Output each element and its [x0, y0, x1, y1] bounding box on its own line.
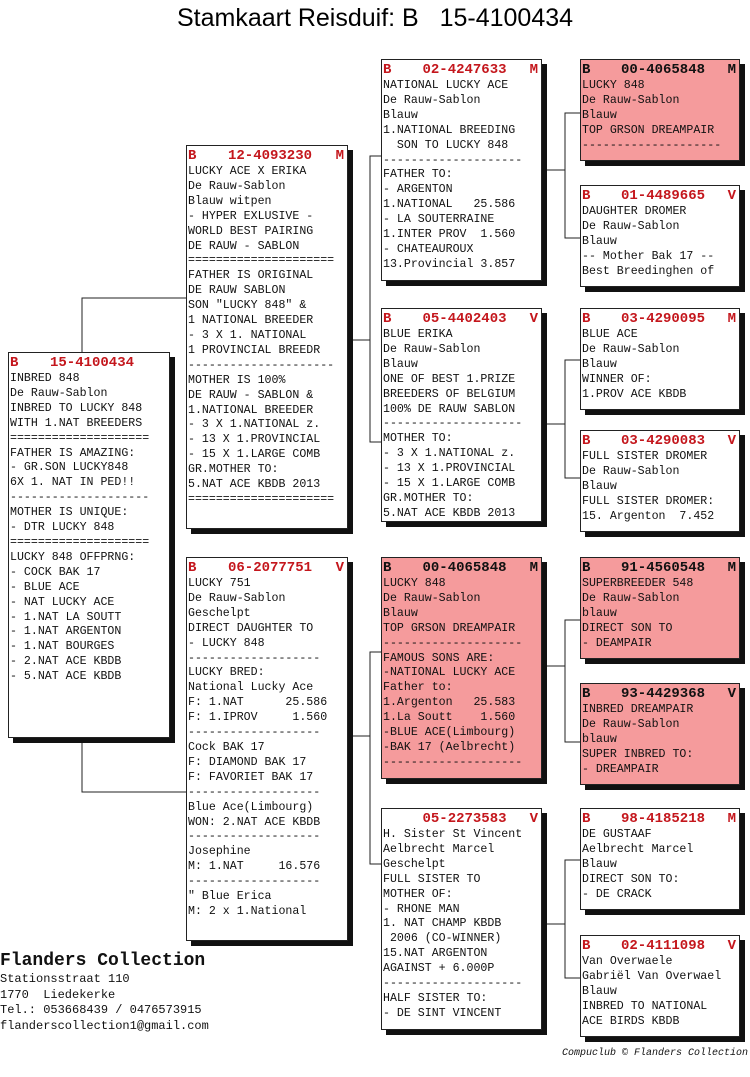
- card-line: Blauw: [383, 108, 418, 122]
- card-line: Gabriël Van Overwael: [582, 969, 722, 983]
- card-line: DIRECT SON TO:: [582, 872, 680, 886]
- card-line: FULL SISTER DROMER: [582, 450, 708, 463]
- card-line: - DE CRACK: [582, 887, 652, 901]
- card-line: - LUCKY 848: [188, 636, 265, 650]
- page-title: Stamkaart Reisduif: B 15-4100434: [176, 4, 574, 32]
- ring-number: 02-4247633: [422, 62, 507, 78]
- ring-number: 05-4402403: [422, 311, 507, 327]
- card-body: [582, 450, 739, 525]
- card-line: LUCKY 848 OFFPRNG:: [10, 550, 136, 564]
- card-line: -NATIONAL LUCKY ACE: [383, 666, 516, 680]
- pedigree-card-dsd: [580, 683, 740, 785]
- ring-number: 00-4065848: [422, 560, 507, 576]
- pedigree-card-dam: [186, 557, 348, 941]
- card-header: B 98-4185218 M: [582, 811, 736, 827]
- card-line: Blue Ace(Limbourg): [188, 800, 314, 814]
- card-line: De Rauw-Sablon: [188, 591, 286, 605]
- card-line: FATHER IS ORIGINAL: [188, 269, 314, 283]
- card-line: Geschelpt: [188, 606, 251, 620]
- ring-number: 02-4111098: [620, 938, 705, 954]
- card-line: DIRECT DAUGHTER TO: [188, 621, 314, 635]
- card-line: - HYPER EXLUSIVE -: [188, 209, 314, 223]
- pedigree-card-ssd: [580, 185, 740, 287]
- card-line: - DEAMPAIR: [582, 636, 652, 650]
- ring-number: 98-4185218: [620, 811, 705, 827]
- card-line: - DE SINT VINCENT: [383, 1006, 502, 1020]
- card-line: 13.Provincial 3.857: [383, 257, 516, 271]
- ring-number: 93-4429368: [620, 686, 705, 702]
- card-line: 2006 (CO-WINNER): [383, 932, 502, 946]
- card-line: -------------------: [188, 726, 321, 740]
- card-line: Blauw: [582, 479, 617, 493]
- card-line: DE RAUW SABLON: [188, 284, 286, 298]
- card-line: - 13 X 1.PROVINCIAL: [188, 433, 321, 447]
- card-line: - LA SOUTERRAINE: [383, 213, 495, 227]
- card-line: De Rauw-Sablon: [383, 93, 481, 107]
- card-line: FULL SISTER TO: [383, 872, 481, 886]
- card-line: De Rauw-Sablon: [582, 342, 680, 356]
- pedigree-card-sdd: [580, 430, 740, 532]
- card-line: =====================: [188, 254, 335, 268]
- card-line: 1 NATIONAL BREEDER: [188, 314, 314, 328]
- card-line: - GR.SON LUCKY848: [10, 461, 129, 475]
- card-line: --------------------: [383, 977, 523, 991]
- card-line: Blauw: [582, 108, 617, 122]
- card-line: - RHONE MAN: [383, 902, 460, 916]
- card-line: Blauw: [383, 606, 418, 620]
- card-line: FAMOUS SONS ARE:: [383, 651, 495, 665]
- card-line: " Blue Erica: [188, 890, 272, 904]
- card-body: [188, 577, 347, 920]
- card-line: --------------------: [10, 491, 150, 505]
- card-line: Josephine: [188, 845, 251, 859]
- card-line: - 3 X 1. NATIONAL: [188, 328, 307, 342]
- card-line: De Rauw-Sablon: [383, 342, 481, 356]
- card-line: 1 PROVINCIAL BREEDR: [188, 343, 321, 357]
- card-line: WITH 1.NAT BREEDERS: [10, 416, 143, 430]
- ring-number: 00-4065848: [620, 62, 705, 78]
- pedigree-card-sds: [580, 308, 740, 410]
- card-line: - DREAMPAIR: [582, 762, 659, 776]
- card-line: Blauw: [582, 357, 617, 371]
- card-line: De Rauw-Sablon: [582, 591, 680, 605]
- pedigree-card-subject: [8, 352, 170, 738]
- software-credit: Compuclub © Flanders Collection: [561, 1048, 748, 1059]
- card-line: 1.La Soutt 1.560: [383, 711, 516, 725]
- card-body: [582, 328, 739, 403]
- card-line: -BLUE ACE(Limbourg): [383, 726, 516, 740]
- card-header: B 06-2077751 V: [188, 560, 344, 576]
- card-line: INBRED TO NATIONAL: [582, 999, 708, 1013]
- pedigree-card-sire-sire: [381, 59, 542, 281]
- card-line: blauw: [582, 606, 617, 620]
- card-line: De Rauw-Sablon: [582, 93, 680, 107]
- card-line: Geschelpt: [383, 857, 446, 871]
- card-header: B 00-4065848 M: [383, 560, 538, 576]
- card-header: B 01-4489665 V: [582, 188, 736, 204]
- card-line: SUPERBREEDER 548: [582, 577, 694, 590]
- card-body: [383, 828, 541, 1022]
- card-line: H. Sister St Vincent: [383, 828, 523, 841]
- card-line: - 1.NAT ARGENTON: [10, 625, 122, 639]
- card-line: INBRED DREAMPAIR: [582, 703, 694, 716]
- card-line: FULL SISTER DROMER:: [582, 494, 715, 508]
- pedigree-card-dam-dam: [381, 808, 542, 1030]
- card-line: AGAINST + 6.000P: [383, 962, 495, 976]
- card-line: GR.MOTHER TO:: [383, 491, 474, 505]
- card-line: 1.INTER PROV 1.560: [383, 228, 516, 242]
- breeder-name: Flanders Collection: [0, 951, 206, 971]
- card-line: -------------------: [188, 875, 321, 889]
- ring-number: 15-4100434: [49, 355, 134, 371]
- card-line: BLUE ACE: [582, 328, 638, 341]
- card-line: MOTHER IS 100%: [188, 373, 286, 387]
- card-line: -BAK 17 (Aelbrecht): [383, 740, 516, 754]
- ring-number: 12-4093230: [227, 148, 312, 164]
- card-header: B 12-4093230 M: [188, 148, 344, 164]
- card-line: - 13 X 1.PROVINCIAL: [383, 462, 516, 476]
- card-line: Father to:: [383, 681, 453, 695]
- card-line: =====================: [188, 492, 335, 506]
- card-line: 15.NAT ARGENTON: [383, 947, 488, 961]
- card-line: BLUE ERIKA: [383, 328, 453, 341]
- card-header: B 91-4560548 M: [582, 560, 736, 576]
- card-line: --------------------: [383, 417, 523, 431]
- card-line: DAUGHTER DROMER: [582, 205, 687, 218]
- card-line: -- Mother Bak 17 --: [582, 249, 715, 263]
- card-line: SON "LUCKY 848" &: [188, 299, 307, 313]
- card-header: B 02-4247633 M: [383, 62, 538, 78]
- card-line: - 1.NAT LA SOUTT: [10, 610, 122, 624]
- card-line: ACE BIRDS KBDB: [582, 1014, 680, 1028]
- card-line: LUCKY 848: [582, 79, 645, 92]
- card-line: Best Breedinghen of: [582, 264, 715, 278]
- card-line: F: 1.IPROV 1.560: [188, 711, 328, 725]
- card-line: 1.Argenton 25.583: [383, 696, 516, 710]
- card-line: 1.PROV ACE KBDB: [582, 387, 687, 401]
- card-line: Blauw: [582, 984, 617, 998]
- card-line: WINNER OF:: [582, 372, 652, 386]
- pedigree-card-dds: [580, 808, 740, 910]
- card-line: ====================: [10, 431, 150, 445]
- card-line: Van Overwaele: [582, 955, 673, 968]
- card-line: 100% DE RAUW SABLON: [383, 402, 516, 416]
- card-line: - DTR LUCKY 848: [10, 521, 115, 535]
- card-line: 1.NATIONAL 25.586: [383, 198, 516, 212]
- city-line: 1770 Liedekerke: [0, 987, 116, 1002]
- card-header: B 05-4402403 V: [383, 311, 538, 327]
- card-line: MOTHER TO:: [383, 432, 453, 446]
- card-line: LUCKY 848: [383, 577, 446, 590]
- card-line: LUCKY 751: [188, 577, 251, 590]
- card-line: F: DIAMOND BAK 17: [188, 755, 307, 769]
- card-line: DE RAUW - SABLON: [188, 239, 300, 253]
- card-line: 5.NAT ACE KBDB 2013: [383, 506, 516, 520]
- card-line: ---------------------: [188, 358, 335, 372]
- card-body: [582, 955, 739, 1030]
- card-line: --------------------: [383, 636, 523, 650]
- card-line: 15. Argenton 7.452: [582, 509, 715, 523]
- card-line: FATHER IS AMAZING:: [10, 446, 136, 460]
- card-line: --------------------: [383, 153, 523, 167]
- pedigree-card-dss: [580, 557, 740, 659]
- card-line: - CHATEAUROUX: [383, 242, 474, 256]
- pedigree-card-ddd: [580, 935, 740, 1037]
- ring-number: 03-4290095: [620, 311, 705, 327]
- card-line: - ARGENTON: [383, 183, 453, 197]
- ring-number: 01-4489665: [620, 188, 705, 204]
- pedigree-card-sire-dam: [381, 308, 542, 522]
- card-header: 05-2273583 V: [383, 811, 541, 828]
- card-line: SUPER INBRED TO:: [582, 747, 694, 761]
- ring-number: 06-2077751: [227, 560, 312, 576]
- card-line: SON TO LUCKY 848: [383, 138, 509, 152]
- card-line: INBRED 848: [10, 372, 80, 385]
- card-header: B 03-4290083 V: [582, 433, 736, 449]
- card-line: MOTHER IS UNIQUE:: [10, 506, 129, 520]
- card-line: -------------------: [188, 830, 321, 844]
- card-line: BREEDERS OF BELGIUM: [383, 387, 516, 401]
- card-line: DE GUSTAAF: [582, 828, 652, 841]
- card-line: ONE OF BEST 1.PRIZE: [383, 372, 516, 386]
- card-line: - 3 X 1.NATIONAL z.: [188, 418, 321, 432]
- card-line: De Rauw-Sablon: [582, 219, 680, 233]
- card-header: B 00-4065848 M: [582, 62, 736, 78]
- card-line: ====================: [10, 535, 150, 549]
- breeder-contact-block: [0, 950, 209, 1034]
- card-body: [10, 372, 169, 685]
- card-line: TOP GRSON DREAMPAIR: [383, 621, 516, 635]
- card-line: - 15 X 1.LARGE COMB: [383, 477, 516, 491]
- card-line: - 2.NAT ACE KBDB: [10, 655, 122, 669]
- card-body: [582, 577, 739, 652]
- card-line: De Rauw-Sablon: [582, 717, 680, 731]
- card-body: [383, 79, 541, 273]
- card-line: 1.NATIONAL BREEDING: [383, 123, 516, 137]
- card-line: MOTHER OF:: [383, 887, 453, 901]
- card-line: M: 2 x 1.National: [188, 904, 307, 918]
- card-body: [383, 328, 541, 522]
- card-body: [582, 79, 739, 154]
- card-body: [582, 828, 739, 903]
- card-header: B 03-4290095 M: [582, 311, 736, 327]
- card-line: DE RAUW - SABLON &: [188, 388, 314, 402]
- card-line: -------------------: [188, 785, 321, 799]
- card-line: M: 1.NAT 16.576: [188, 860, 321, 874]
- card-line: blauw: [582, 732, 617, 746]
- card-line: NATIONAL LUCKY ACE: [383, 79, 509, 92]
- card-line: WORLD BEST PAIRING: [188, 224, 314, 238]
- card-line: 5.NAT ACE KBDB 2013: [188, 478, 321, 492]
- card-line: LUCKY BRED:: [188, 666, 265, 680]
- card-line: Blauw: [383, 357, 418, 371]
- pedigree-card-sire: [186, 145, 348, 529]
- card-line: De Rauw-Sablon: [582, 464, 680, 478]
- card-header: B 02-4111098 V: [582, 938, 736, 954]
- card-line: --------------------: [582, 138, 722, 152]
- card-line: Blauw witpen: [188, 194, 272, 208]
- card-line: De Rauw-Sablon: [188, 179, 286, 193]
- address-line: Stationsstraat 110: [0, 972, 130, 986]
- ring-number: 91-4560548: [620, 560, 705, 576]
- card-line: HALF SISTER TO:: [383, 991, 488, 1005]
- card-line: F: FAVORIET BAK 17: [188, 770, 314, 784]
- card-line: LUCKY ACE X ERIKA: [188, 165, 307, 178]
- card-line: INBRED TO LUCKY 848: [10, 401, 143, 415]
- card-line: - 15 X 1.LARGE COMB: [188, 448, 321, 462]
- card-line: --------------------: [383, 755, 523, 769]
- card-header: B 15-4100434: [10, 355, 169, 372]
- card-line: Blauw: [582, 857, 617, 871]
- card-line: National Lucky Ace: [188, 681, 314, 695]
- card-line: 6X 1. NAT IN PED!!: [10, 476, 136, 490]
- card-line: FATHER TO:: [383, 168, 453, 182]
- phone-line: Tel.: 053668439 / 0476573915: [0, 1003, 202, 1017]
- card-body: [188, 165, 347, 508]
- card-line: F: 1.NAT 25.586: [188, 696, 328, 710]
- card-line: WON: 2.NAT ACE KBDB: [188, 815, 321, 829]
- card-line: Aelbrecht Marcel: [582, 842, 694, 856]
- pedigree-card-sss: [580, 59, 740, 161]
- card-line: - 3 X 1.NATIONAL z.: [383, 447, 516, 461]
- card-line: Blauw: [582, 234, 617, 248]
- card-line: GR.MOTHER TO:: [188, 463, 279, 477]
- card-line: 1.NATIONAL BREEDER: [188, 403, 314, 417]
- card-line: - NAT LUCKY ACE: [10, 595, 115, 609]
- card-line: - 1.NAT BOURGES: [10, 640, 115, 654]
- card-line: - 5.NAT ACE KBDB: [10, 670, 122, 684]
- card-header: B 93-4429368 V: [582, 686, 736, 702]
- card-line: - COCK BAK 17: [10, 565, 101, 579]
- card-body: [582, 703, 739, 778]
- card-body: [383, 577, 541, 771]
- ring-number: 05-2273583: [422, 811, 507, 827]
- card-line: 1. NAT CHAMP KBDB: [383, 917, 502, 931]
- card-line: -------------------: [188, 651, 321, 665]
- card-line: - BLUE ACE: [10, 580, 80, 594]
- card-line: Cock BAK 17: [188, 740, 265, 754]
- card-line: De Rauw-Sablon: [10, 386, 108, 400]
- card-line: DIRECT SON TO: [582, 621, 673, 635]
- card-line: De Rauw-Sablon: [383, 591, 481, 605]
- card-line: Aelbrecht Marcel: [383, 842, 495, 856]
- pedigree-card-dam-sire: [381, 557, 542, 779]
- card-body: [582, 205, 739, 280]
- ring-number: 03-4290083: [620, 433, 705, 449]
- card-line: TOP GRSON DREAMPAIR: [582, 123, 715, 137]
- email-line: flanderscollection1@gmail.com: [0, 1018, 209, 1033]
